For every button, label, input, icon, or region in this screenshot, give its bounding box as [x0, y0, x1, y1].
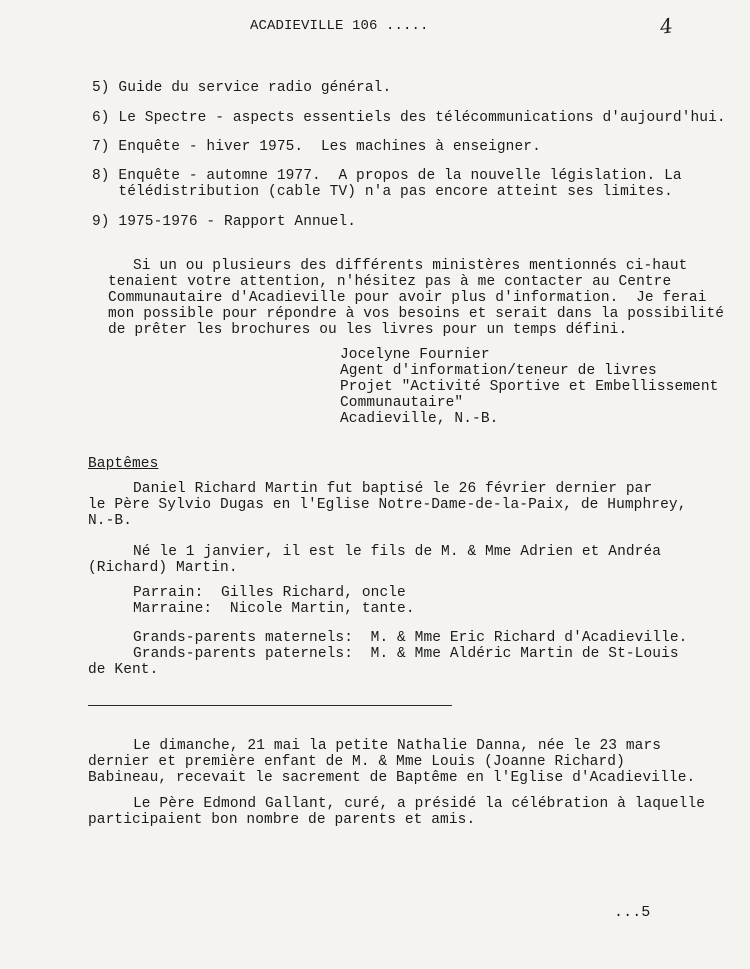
grandparents-maternal: Grands-parents maternels: M. & Mme Eric Richard d'Acadieville.: [133, 630, 688, 646]
page-corner-mark: 4: [658, 13, 675, 39]
list-item-5: 5) Guide du service radio général.: [92, 80, 392, 96]
bapteme-1-line-3: N.-B.: [88, 513, 133, 529]
section-heading-baptemes: Baptêmes: [88, 456, 159, 472]
list-item-7: 7) Enquête - hiver 1975. Les machines à enseigner.: [92, 139, 541, 155]
bapteme-2-line-1: Le dimanche, 21 mai la petite Nathalie Danna, née le 23 mars: [133, 738, 662, 754]
list-item-6: 6) Le Spectre - aspects essentiels des télécommunications d'aujourd'hui.: [92, 110, 726, 126]
bapteme-1-parents-line-2: (Richard) Martin.: [88, 560, 238, 576]
bapteme-2-celebrant-line-1: Le Père Edmond Gallant, curé, a présidé la célébration à laquelle: [133, 796, 706, 812]
signature-role: Agent d'information/teneur de livres: [340, 363, 657, 379]
bapteme-1-line-2: le Père Sylvio Dugas en l'Eglise Notre-Dame-de-la-Paix, de Humphrey,: [88, 497, 687, 513]
continuation-marker: ...5: [614, 904, 651, 921]
signature-location: Acadieville, N.-B.: [340, 411, 499, 427]
godfather: Parrain: Gilles Richard, oncle: [133, 585, 406, 601]
list-item-8-line-2: télédistribution (cable TV) n'a pas encore atteint ses limites.: [92, 184, 673, 200]
godmother: Marraine: Nicole Martin, tante.: [133, 601, 415, 617]
list-item-9: 9) 1975-1976 - Rapport Annuel.: [92, 214, 357, 230]
notice-line-4: mon possible pour répondre à vos besoins et serait dans la possibilité: [108, 306, 725, 322]
bapteme-2-celebrant-line-2: participaient bon nombre de parents et amis.: [88, 812, 476, 828]
page-header: ACADIEVILLE 106 .....: [250, 18, 429, 34]
bapteme-2-line-3: Babineau, recevait le sacrement de Baptême en l'Eglise d'Acadieville.: [88, 770, 696, 786]
section-divider: [88, 705, 452, 706]
grandparents-paternal-cont: de Kent.: [88, 662, 159, 678]
bapteme-1-line-1: Daniel Richard Martin fut baptisé le 26 février dernier par: [133, 481, 653, 497]
notice-line-3: Communautaire d'Acadieville pour avoir plus d'information. Je ferai: [108, 290, 707, 306]
signature-project-cont: Communautaire": [340, 395, 464, 411]
signature-project: Projet "Activité Sportive et Embellissement: [340, 379, 719, 395]
grandparents-paternal: Grands-parents paternels: M. & Mme Aldéric Martin de St-Louis: [133, 646, 679, 662]
notice-line-2: tenaient votre attention, n'hésitez pas à me contacter au Centre: [108, 274, 672, 290]
bapteme-1-parents-line-1: Né le 1 janvier, il est le fils de M. & Mme Adrien et Andréa: [133, 544, 662, 560]
bapteme-2-line-2: dernier et première enfant de M. & Mme Louis (Joanne Richard): [88, 754, 625, 770]
notice-line-1: Si un ou plusieurs des différents ministères mentionnés ci-haut: [133, 258, 688, 274]
notice-line-5: de prêter les brochures ou les livres pour un temps défini.: [108, 322, 628, 338]
signature-name: Jocelyne Fournier: [340, 347, 490, 363]
list-item-8-line-1: 8) Enquête - automne 1977. A propos de la nouvelle législation. La: [92, 168, 682, 184]
